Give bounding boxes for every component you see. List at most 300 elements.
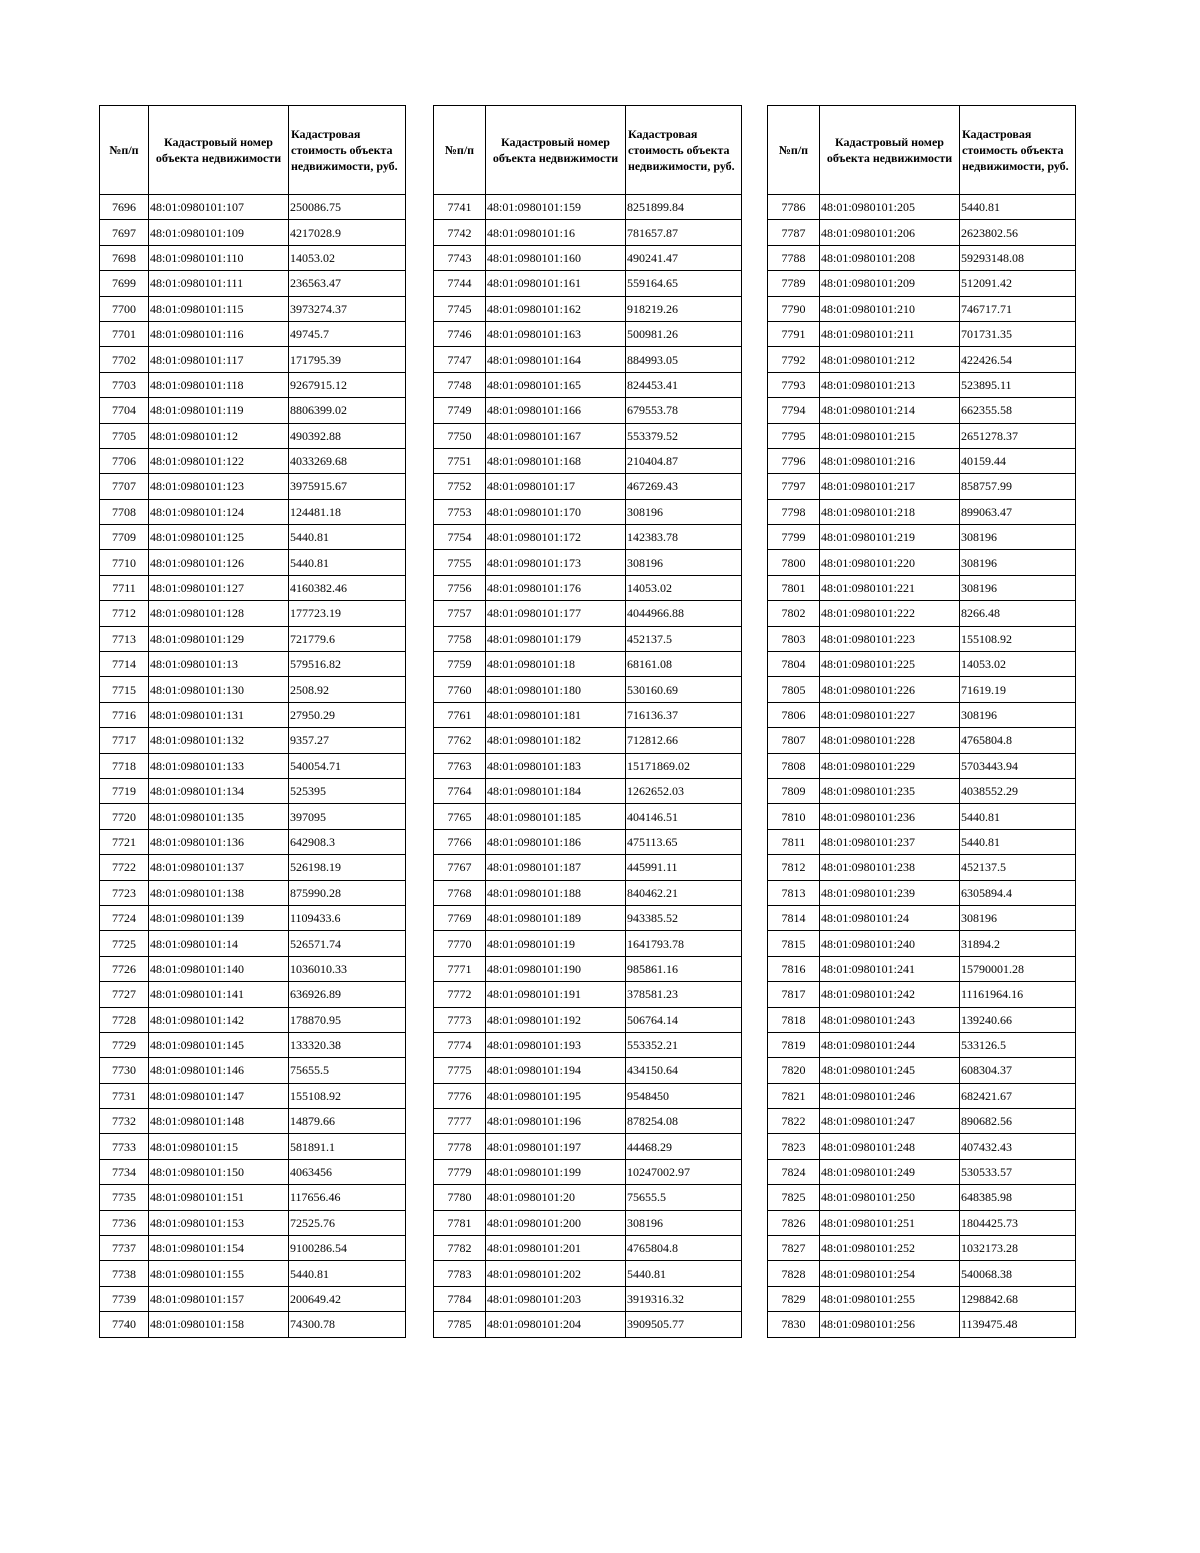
table-row — [100, 1312, 406, 1337]
row-number: 7767 — [434, 855, 486, 880]
row-number: 7756 — [434, 575, 486, 600]
cadastral-number: 48:01:0980101:243 — [820, 1007, 960, 1032]
cadastral-number: 48:01:0980101:16 — [486, 220, 626, 245]
row-number: 7728 — [100, 1007, 149, 1032]
table-header-row — [100, 106, 406, 195]
table-row — [434, 677, 742, 702]
cadastral-number: 48:01:0980101:254 — [820, 1261, 960, 1286]
cadastral-number: 48:01:0980101:119 — [149, 398, 289, 423]
table-row — [768, 880, 1076, 905]
row-number: 7747 — [434, 347, 486, 372]
cadastral-value: 75655.5 — [289, 1058, 406, 1083]
table-row — [434, 1058, 742, 1083]
cadastral-number: 48:01:0980101:242 — [820, 982, 960, 1007]
cadastral-number: 48:01:0980101:249 — [820, 1159, 960, 1184]
cadastral-value: 525395 — [289, 778, 406, 803]
cadastral-number: 48:01:0980101:217 — [820, 474, 960, 499]
table-row — [768, 245, 1076, 270]
row-number: 7708 — [100, 499, 149, 524]
table-row — [100, 245, 406, 270]
row-number: 7748 — [434, 372, 486, 397]
table-row — [100, 855, 406, 880]
cadastral-number: 48:01:0980101:177 — [486, 601, 626, 626]
cadastral-value: 9100286.54 — [289, 1236, 406, 1261]
cadastral-number: 48:01:0980101:170 — [486, 499, 626, 524]
table-row — [768, 626, 1076, 651]
cadastral-table-3 — [767, 105, 1076, 1338]
table-row — [434, 880, 742, 905]
table-row — [100, 601, 406, 626]
cadastral-value: 1298842.68 — [960, 1286, 1076, 1311]
cadastral-value: 781657.87 — [626, 220, 742, 245]
cadastral-value: 236563.47 — [289, 271, 406, 296]
cadastral-number: 48:01:0980101:115 — [149, 296, 289, 321]
row-number: 7759 — [434, 652, 486, 677]
row-number: 7703 — [100, 372, 149, 397]
cadastral-number: 48:01:0980101:107 — [149, 195, 289, 220]
cadastral-number: 48:01:0980101:173 — [486, 550, 626, 575]
row-number: 7697 — [100, 220, 149, 245]
row-number: 7709 — [100, 525, 149, 550]
table-row — [100, 1286, 406, 1311]
table-header-row — [434, 106, 742, 195]
cadastral-value: 662355.58 — [960, 398, 1076, 423]
table-row — [434, 423, 742, 448]
cadastral-value: 117656.46 — [289, 1185, 406, 1210]
row-number: 7807 — [768, 728, 820, 753]
row-number: 7719 — [100, 778, 149, 803]
table-row — [768, 423, 1076, 448]
cadastral-value: 14053.02 — [960, 652, 1076, 677]
table-row — [100, 1134, 406, 1159]
table-row — [768, 1312, 1076, 1337]
cadastral-number: 48:01:0980101:155 — [149, 1261, 289, 1286]
cadastral-number: 48:01:0980101:168 — [486, 448, 626, 473]
row-number: 7710 — [100, 550, 149, 575]
cadastral-value: 9548450 — [626, 1083, 742, 1108]
table-row — [768, 778, 1076, 803]
table-row — [768, 1261, 1076, 1286]
cadastral-number: 48:01:0980101:199 — [486, 1159, 626, 1184]
row-number: 7722 — [100, 855, 149, 880]
cadastral-value: 4063456 — [289, 1159, 406, 1184]
table-row — [768, 956, 1076, 981]
row-number: 7727 — [100, 982, 149, 1007]
row-number: 7818 — [768, 1007, 820, 1032]
row-number: 7829 — [768, 1286, 820, 1311]
table-row — [100, 195, 406, 220]
cadastral-number: 48:01:0980101:228 — [820, 728, 960, 753]
cadastral-number: 48:01:0980101:111 — [149, 271, 289, 296]
row-number: 7760 — [434, 677, 486, 702]
cadastral-number: 48:01:0980101:204 — [486, 1312, 626, 1337]
cadastral-value: 308196 — [960, 525, 1076, 550]
table-row — [768, 195, 1076, 220]
cadastral-value: 59293148.08 — [960, 245, 1076, 270]
row-number: 7696 — [100, 195, 149, 220]
header-cadastral: Кадастровый номер объекта недвижимости — [149, 106, 289, 195]
row-number: 7734 — [100, 1159, 149, 1184]
row-number: 7746 — [434, 321, 486, 346]
table-row — [434, 728, 742, 753]
row-number: 7822 — [768, 1109, 820, 1134]
cadastral-number: 48:01:0980101:140 — [149, 956, 289, 981]
table-row — [434, 829, 742, 854]
cadastral-value: 44468.29 — [626, 1134, 742, 1159]
cadastral-value: 210404.87 — [626, 448, 742, 473]
table-row — [434, 220, 742, 245]
cadastral-value: 985861.16 — [626, 956, 742, 981]
table-row — [100, 702, 406, 727]
row-number: 7738 — [100, 1261, 149, 1286]
table-row — [100, 931, 406, 956]
cadastral-number: 48:01:0980101:180 — [486, 677, 626, 702]
cadastral-number: 48:01:0980101:248 — [820, 1134, 960, 1159]
table-row — [434, 778, 742, 803]
row-number: 7729 — [100, 1032, 149, 1057]
cadastral-value: 308196 — [626, 1210, 742, 1235]
cadastral-number: 48:01:0980101:250 — [820, 1185, 960, 1210]
table-row — [768, 1210, 1076, 1235]
table-row — [100, 1109, 406, 1134]
row-number: 7750 — [434, 423, 486, 448]
row-number: 7784 — [434, 1286, 486, 1311]
cadastral-number: 48:01:0980101:110 — [149, 245, 289, 270]
cadastral-value: 5703443.94 — [960, 753, 1076, 778]
table-row — [434, 626, 742, 651]
table-row — [768, 1083, 1076, 1108]
row-number: 7744 — [434, 271, 486, 296]
table-row — [434, 398, 742, 423]
cadastral-value: 9267915.12 — [289, 372, 406, 397]
cadastral-number: 48:01:0980101:148 — [149, 1109, 289, 1134]
cadastral-value: 308196 — [960, 905, 1076, 930]
cadastral-value: 701731.35 — [960, 321, 1076, 346]
cadastral-value: 27950.29 — [289, 702, 406, 727]
cadastral-value: 308196 — [960, 702, 1076, 727]
row-number: 7725 — [100, 931, 149, 956]
table-row — [768, 1286, 1076, 1311]
table-row — [100, 1007, 406, 1032]
cadastral-number: 48:01:0980101:126 — [149, 550, 289, 575]
table-row — [434, 1134, 742, 1159]
cadastral-value: 378581.23 — [626, 982, 742, 1007]
cadastral-number: 48:01:0980101:127 — [149, 575, 289, 600]
cadastral-value: 1804425.73 — [960, 1210, 1076, 1235]
table-row — [434, 499, 742, 524]
cadastral-value: 490392.88 — [289, 423, 406, 448]
row-number: 7714 — [100, 652, 149, 677]
table-row — [434, 474, 742, 499]
cadastral-number: 48:01:0980101:166 — [486, 398, 626, 423]
cadastral-number: 48:01:0980101:185 — [486, 804, 626, 829]
table-row — [768, 271, 1076, 296]
cadastral-value: 540054.71 — [289, 753, 406, 778]
row-number: 7715 — [100, 677, 149, 702]
cadastral-value: 5440.81 — [960, 804, 1076, 829]
cadastral-value: 467269.43 — [626, 474, 742, 499]
cadastral-value: 878254.08 — [626, 1109, 742, 1134]
cadastral-value: 840462.21 — [626, 880, 742, 905]
table-row — [100, 1058, 406, 1083]
table-row — [100, 474, 406, 499]
cadastral-value: 559164.65 — [626, 271, 742, 296]
row-number: 7724 — [100, 905, 149, 930]
cadastral-value: 445991.11 — [626, 855, 742, 880]
table-row — [768, 1185, 1076, 1210]
row-number: 7706 — [100, 448, 149, 473]
table-row — [434, 702, 742, 727]
cadastral-number: 48:01:0980101:225 — [820, 652, 960, 677]
cadastral-value: 14053.02 — [289, 245, 406, 270]
row-number: 7773 — [434, 1007, 486, 1032]
cadastral-value: 142383.78 — [626, 525, 742, 550]
cadastral-value: 636926.89 — [289, 982, 406, 1007]
cadastral-value: 1036010.33 — [289, 956, 406, 981]
cadastral-value: 2623802.56 — [960, 220, 1076, 245]
row-number: 7762 — [434, 728, 486, 753]
table-row — [768, 728, 1076, 753]
row-number: 7705 — [100, 423, 149, 448]
row-number: 7814 — [768, 905, 820, 930]
row-number: 7745 — [434, 296, 486, 321]
row-number: 7802 — [768, 601, 820, 626]
row-number: 7733 — [100, 1134, 149, 1159]
header-value: Кадастровая стоимость объекта недвижимости, руб. — [626, 106, 742, 195]
table-row — [768, 931, 1076, 956]
row-number: 7798 — [768, 499, 820, 524]
cadastral-number: 48:01:0980101:161 — [486, 271, 626, 296]
row-number: 7787 — [768, 220, 820, 245]
cadastral-number: 48:01:0980101:220 — [820, 550, 960, 575]
row-number: 7700 — [100, 296, 149, 321]
cadastral-value: 506764.14 — [626, 1007, 742, 1032]
row-number: 7780 — [434, 1185, 486, 1210]
cadastral-value: 1109433.6 — [289, 905, 406, 930]
table-row — [100, 448, 406, 473]
table-row — [100, 271, 406, 296]
cadastral-number: 48:01:0980101:122 — [149, 448, 289, 473]
cadastral-value: 1032173.28 — [960, 1236, 1076, 1261]
row-number: 7740 — [100, 1312, 149, 1337]
row-number: 7755 — [434, 550, 486, 575]
table-row — [434, 1236, 742, 1261]
cadastral-value: 75655.5 — [626, 1185, 742, 1210]
cadastral-number: 48:01:0980101:116 — [149, 321, 289, 346]
table-row — [768, 1058, 1076, 1083]
cadastral-number: 48:01:0980101:17 — [486, 474, 626, 499]
cadastral-number: 48:01:0980101:147 — [149, 1083, 289, 1108]
header-num: №п/п — [100, 106, 149, 195]
cadastral-number: 48:01:0980101:187 — [486, 855, 626, 880]
table-row — [100, 372, 406, 397]
table-row — [768, 474, 1076, 499]
cadastral-value: 200649.42 — [289, 1286, 406, 1311]
header-num: №п/п — [768, 106, 820, 195]
table-row — [768, 550, 1076, 575]
cadastral-number: 48:01:0980101:192 — [486, 1007, 626, 1032]
cadastral-number: 48:01:0980101:24 — [820, 905, 960, 930]
cadastral-value: 452137.5 — [626, 626, 742, 651]
table-row — [768, 220, 1076, 245]
row-number: 7782 — [434, 1236, 486, 1261]
cadastral-value: 490241.47 — [626, 245, 742, 270]
cadastral-value: 943385.52 — [626, 905, 742, 930]
row-number: 7791 — [768, 321, 820, 346]
row-number: 7707 — [100, 474, 149, 499]
row-number: 7739 — [100, 1286, 149, 1311]
cadastral-number: 48:01:0980101:255 — [820, 1286, 960, 1311]
row-number: 7776 — [434, 1083, 486, 1108]
table-row — [768, 1159, 1076, 1184]
cadastral-value: 5440.81 — [289, 550, 406, 575]
cadastral-value: 4160382.46 — [289, 575, 406, 600]
cadastral-value: 4033269.68 — [289, 448, 406, 473]
cadastral-value: 824453.41 — [626, 372, 742, 397]
table-row — [434, 195, 742, 220]
row-number: 7741 — [434, 195, 486, 220]
row-number: 7786 — [768, 195, 820, 220]
row-number: 7824 — [768, 1159, 820, 1184]
row-number: 7698 — [100, 245, 149, 270]
table-row — [768, 855, 1076, 880]
cadastral-number: 48:01:0980101:145 — [149, 1032, 289, 1057]
cadastral-number: 48:01:0980101:137 — [149, 855, 289, 880]
table-row — [100, 728, 406, 753]
cadastral-value: 31894.2 — [960, 931, 1076, 956]
row-number: 7777 — [434, 1109, 486, 1134]
cadastral-value: 155108.92 — [960, 626, 1076, 651]
cadastral-number: 48:01:0980101:191 — [486, 982, 626, 1007]
table-row — [100, 982, 406, 1007]
table-row — [434, 321, 742, 346]
table-row — [434, 1083, 742, 1108]
cadastral-value: 899063.47 — [960, 499, 1076, 524]
row-number: 7816 — [768, 956, 820, 981]
cadastral-number: 48:01:0980101:239 — [820, 880, 960, 905]
cadastral-number: 48:01:0980101:244 — [820, 1032, 960, 1057]
row-number: 7702 — [100, 347, 149, 372]
cadastral-number: 48:01:0980101:136 — [149, 829, 289, 854]
row-number: 7712 — [100, 601, 149, 626]
cadastral-number: 48:01:0980101:14 — [149, 931, 289, 956]
cadastral-value: 3973274.37 — [289, 296, 406, 321]
cadastral-value: 4765804.8 — [626, 1236, 742, 1261]
cadastral-number: 48:01:0980101:219 — [820, 525, 960, 550]
header-cadastral: Кадастровый номер объекта недвижимости — [820, 106, 960, 195]
cadastral-value: 2651278.37 — [960, 423, 1076, 448]
cadastral-number: 48:01:0980101:186 — [486, 829, 626, 854]
table-row — [434, 982, 742, 1007]
cadastral-value: 10247002.97 — [626, 1159, 742, 1184]
table-row — [434, 931, 742, 956]
cadastral-number: 48:01:0980101:245 — [820, 1058, 960, 1083]
table-row — [768, 829, 1076, 854]
cadastral-value: 2508.92 — [289, 677, 406, 702]
cadastral-number: 48:01:0980101:181 — [486, 702, 626, 727]
cadastral-number: 48:01:0980101:218 — [820, 499, 960, 524]
table-row — [434, 1007, 742, 1032]
cadastral-value: 15171869.02 — [626, 753, 742, 778]
table-row — [434, 525, 742, 550]
table-row — [434, 347, 742, 372]
table-row — [434, 956, 742, 981]
table-row — [434, 1312, 742, 1337]
row-number: 7789 — [768, 271, 820, 296]
cadastral-value: 15790001.28 — [960, 956, 1076, 981]
table-row — [768, 601, 1076, 626]
cadastral-number: 48:01:0980101:235 — [820, 778, 960, 803]
cadastral-number: 48:01:0980101:125 — [149, 525, 289, 550]
row-number: 7796 — [768, 448, 820, 473]
cadastral-value: 5440.81 — [960, 195, 1076, 220]
table-row — [100, 652, 406, 677]
cadastral-value: 133320.38 — [289, 1032, 406, 1057]
table-row — [768, 1007, 1076, 1032]
cadastral-number: 48:01:0980101:179 — [486, 626, 626, 651]
table-row — [100, 220, 406, 245]
cadastral-number: 48:01:0980101:209 — [820, 271, 960, 296]
row-number: 7751 — [434, 448, 486, 473]
cadastral-value: 682421.67 — [960, 1083, 1076, 1108]
table-row — [100, 499, 406, 524]
table-row — [434, 905, 742, 930]
table-row — [768, 372, 1076, 397]
table-row — [434, 271, 742, 296]
cadastral-table-1 — [99, 105, 406, 1338]
cadastral-number: 48:01:0980101:133 — [149, 753, 289, 778]
row-number: 7788 — [768, 245, 820, 270]
table-header-row — [768, 106, 1076, 195]
cadastral-number: 48:01:0980101:131 — [149, 702, 289, 727]
row-number: 7770 — [434, 931, 486, 956]
cadastral-value: 404146.51 — [626, 804, 742, 829]
cadastral-number: 48:01:0980101:117 — [149, 347, 289, 372]
row-number: 7830 — [768, 1312, 820, 1337]
cadastral-number: 48:01:0980101:176 — [486, 575, 626, 600]
table-row — [100, 1261, 406, 1286]
row-number: 7820 — [768, 1058, 820, 1083]
table-row — [434, 575, 742, 600]
cadastral-value: 139240.66 — [960, 1007, 1076, 1032]
table-row — [100, 677, 406, 702]
cadastral-value: 533126.5 — [960, 1032, 1076, 1057]
row-number: 7763 — [434, 753, 486, 778]
cadastral-number: 48:01:0980101:164 — [486, 347, 626, 372]
cadastral-number: 48:01:0980101:196 — [486, 1109, 626, 1134]
row-number: 7716 — [100, 702, 149, 727]
row-number: 7721 — [100, 829, 149, 854]
table-row — [434, 296, 742, 321]
cadastral-number: 48:01:0980101:202 — [486, 1261, 626, 1286]
cadastral-number: 48:01:0980101:132 — [149, 728, 289, 753]
cadastral-value: 5440.81 — [289, 1261, 406, 1286]
row-number: 7805 — [768, 677, 820, 702]
cadastral-value: 4217028.9 — [289, 220, 406, 245]
table-row — [100, 956, 406, 981]
cadastral-value: 858757.99 — [960, 474, 1076, 499]
table-row — [100, 1236, 406, 1261]
cadastral-number: 48:01:0980101:154 — [149, 1236, 289, 1261]
cadastral-table-2 — [433, 105, 742, 1338]
cadastral-number: 48:01:0980101:167 — [486, 423, 626, 448]
cadastral-number: 48:01:0980101:205 — [820, 195, 960, 220]
cadastral-value: 397095 — [289, 804, 406, 829]
cadastral-number: 48:01:0980101:236 — [820, 804, 960, 829]
table-row — [100, 1210, 406, 1235]
cadastral-number: 48:01:0980101:151 — [149, 1185, 289, 1210]
row-number: 7797 — [768, 474, 820, 499]
